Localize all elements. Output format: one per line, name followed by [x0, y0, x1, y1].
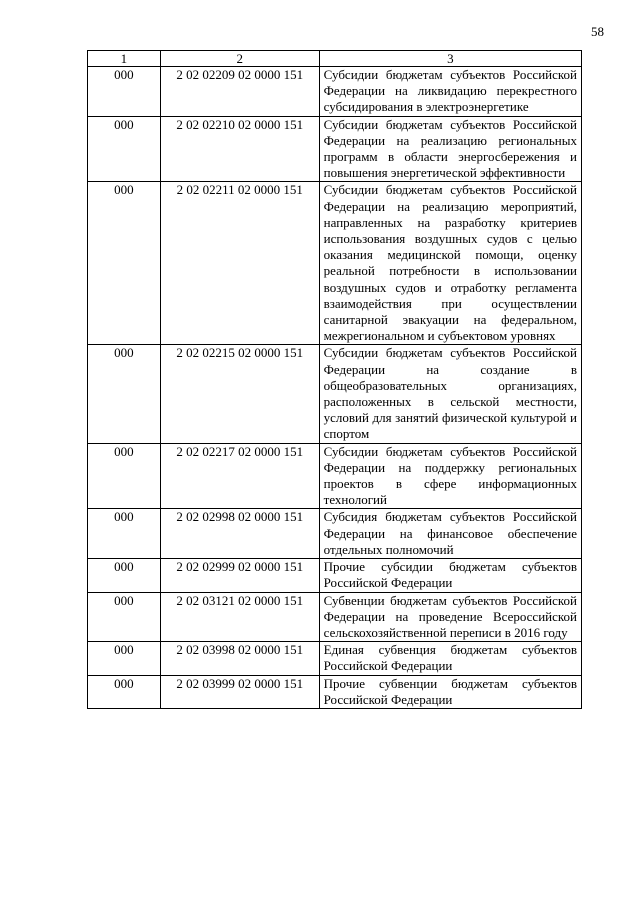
- kbk-code-cell: 2 02 02999 02 0000 151: [160, 559, 319, 592]
- revenue-name-cell: Субсидии бюджетам субъектов Российской Федерации на создание в общеобразовательных организациях, расположенных в сельской местности, условий для занятий физической культурой и спортом: [319, 345, 581, 443]
- budget-classification-table: [87, 50, 582, 709]
- revenue-name-cell: Субсидии бюджетам субъектов Российской Федерации на реализацию мероприятий, направленных на разработку критериев использования воздушных судов с целью оказания медицинской помощи, оценку реальной потребности в использовании воздушных судов и отработку регламента взаимодействия при осуществлении санитарной эвакуации на федеральном, межрегиональном и субъектовом уровнях: [319, 182, 581, 345]
- kbk-code-cell: 2 02 03998 02 0000 151: [160, 642, 319, 675]
- revenue-name-cell: Прочие субвенции бюджетам субъектов Российской Федерации: [319, 675, 581, 708]
- revenue-name-cell: Субсидии бюджетам субъектов Российской Федерации на ликвидацию перекрестного субсидирования в электроэнергетике: [319, 67, 581, 117]
- kbk-code-cell: 2 02 02211 02 0000 151: [160, 182, 319, 345]
- kbk-code-cell: 2 02 02217 02 0000 151: [160, 443, 319, 509]
- revenue-name-cell: Прочие субсидии бюджетам субъектов Российской Федерации: [319, 559, 581, 592]
- revenue-name-cell: Субсидии бюджетам субъектов Российской Федерации на поддержку региональных проектов в сфере информационных технологий: [319, 443, 581, 509]
- revenue-name-cell: Единая субвенция бюджетам субъектов Российской Федерации: [319, 642, 581, 675]
- table-row: [88, 67, 582, 117]
- admin-code-cell: 000: [88, 675, 161, 708]
- table-row: [88, 345, 582, 443]
- table-row: [88, 116, 582, 182]
- admin-code-cell: 000: [88, 67, 161, 117]
- admin-code-cell: 000: [88, 345, 161, 443]
- table-row: [88, 559, 582, 592]
- admin-code-cell: 000: [88, 559, 161, 592]
- table-row: [88, 592, 582, 642]
- admin-code-cell: 000: [88, 509, 161, 559]
- admin-code-cell: 000: [88, 116, 161, 182]
- table-row: [88, 642, 582, 675]
- column-header-2: 2: [160, 51, 319, 67]
- column-header-3: 3: [319, 51, 581, 67]
- revenue-name-cell: Субсидии бюджетам субъектов Российской Федерации на реализацию региональных программ в области энергосбережения и повышения энергетической эффективности: [319, 116, 581, 182]
- table-row: [88, 443, 582, 509]
- table-row: [88, 182, 582, 345]
- table-row: [88, 675, 582, 708]
- table-header: [88, 51, 582, 67]
- page-number: 58: [591, 24, 604, 39]
- header-row: [88, 51, 582, 67]
- admin-code-cell: 000: [88, 592, 161, 642]
- column-header-1: 1: [88, 51, 161, 67]
- revenue-name-cell: Субвенции бюджетам субъектов Российской Федерации на проведение Всероссийской сельскохозяйственной переписи в 2016 году: [319, 592, 581, 642]
- revenue-name-cell: Субсидия бюджетам субъектов Российской Федерации на финансовое обеспечение отдельных полномочий: [319, 509, 581, 559]
- admin-code-cell: 000: [88, 182, 161, 345]
- kbk-code-cell: 2 02 02215 02 0000 151: [160, 345, 319, 443]
- kbk-code-cell: 2 02 03999 02 0000 151: [160, 675, 319, 708]
- admin-code-cell: 000: [88, 443, 161, 509]
- kbk-code-cell: 2 02 03121 02 0000 151: [160, 592, 319, 642]
- admin-code-cell: 000: [88, 642, 161, 675]
- kbk-code-cell: 2 02 02210 02 0000 151: [160, 116, 319, 182]
- table-body: [88, 67, 582, 709]
- table-row: [88, 509, 582, 559]
- kbk-code-cell: 2 02 02209 02 0000 151: [160, 67, 319, 117]
- kbk-code-cell: 2 02 02998 02 0000 151: [160, 509, 319, 559]
